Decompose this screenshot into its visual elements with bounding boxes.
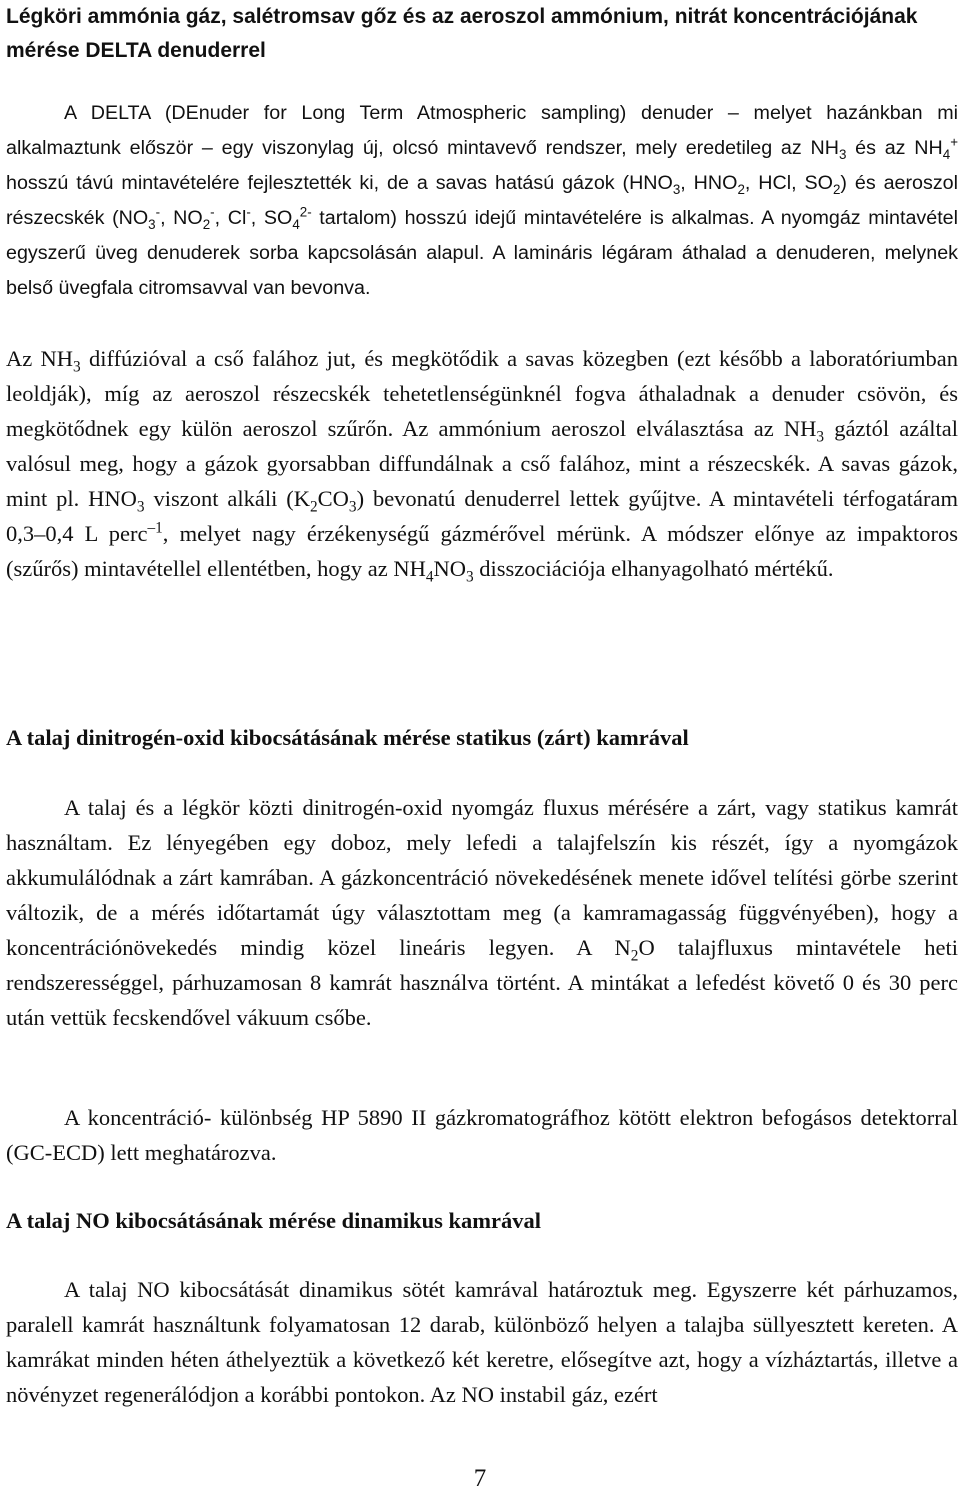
section-title-delta: Légköri ammónia gáz, salétromsav gőz és az aeroszol ammónium, nitrát koncentrációjának mérése DELTA denuderrel [6, 5, 918, 62]
section-heading-n2o: A talaj dinitrogén-oxid kibocsátásának mérése statikus (zárt) kamrával [6, 725, 689, 750]
paragraph-delta-intro: A DELTA (DEnuder for Long Term Atmospheric sampling) denuder – melyet hazánkban mi alkalmaztunk először – egy viszonylag új, olcsó mintavevő rendszer, mely eredetileg az $NH_3$ és az $NH_4^+$ hosszú távú mintavételére fejlesztették ki, de a savas hatású gázok ($HNO_3$, $HNO_2$, HCl, $SO_2$) és aeroszol részecskék ($NO_3^-$, $NO_2^-$, Cl-, $SO_4^{2-}$ tartalom) hosszú idejű mintavételére is alkalmas. A nyomgáz mintavétel egyszerű üveg denuderek sorba kapcsolásán alapul. A lamináris légáram áthalad a denuderen, melynek belső üvegfala citromsavval van bevonva. [6, 102, 958, 299]
paragraph-n2o-gc: A koncentráció- különbség HP 5890 II gázkromatográfhoz kötött elektron befogásos detektorral (GC-ECD) lett meghatározva. [6, 1105, 958, 1165]
page-number: 7 [473, 1465, 487, 1492]
paragraph-delta-method: Az $NH_3$ diffúzióval a cső falához jut, és megkötődik a savas közegben (ezt később a laboratóriumban leoldják), míg az aeroszol részecskék tehetetlenségünknél fogva áthaladnak a denuder csövön, és megkötődnek egy külön aeroszol szűrőn. Az ammónium aeroszol elválasztása az $NH_3$ gáztól azáltal valósul meg, hogy a gázok gyorsabban diffundálnak a cső falához, mint a részecskék. A savas gázok, mint pl. $HNO_3$ viszont alkáli $(K_2CO_3)$ bevonatú denuderrel lettek gyűjtve. A mintavételi térfogatáram 0,3–0,4 L perc$^{-1}$, melyet nagy érzékenységű gázmérővel mérünk. A módszer előnye az impaktoros (szűrős) mintavétellel ellentétben, hogy az $NH_4NO_3$ disszociációja elhanyagolható mértékű. [6, 346, 959, 586]
paragraph-no-chamber: A talaj NO kibocsátását dinamikus sötét kamrával határoztuk meg. Egyszerre két párhuzamos, paralell kamrát használtunk folyamatosan 12 darab, különböző helyen a talajba süllyesztett kereten. A kamrákat minden héten áthelyeztük a következő két keretre, elősegítve azt, hogy a vízháztartás, illetve a növényzet regenerálódjon a korábbi pontokon. Az NO instabil gáz, ezért [6, 1277, 958, 1407]
section-heading-no: A talaj NO kibocsátásának mérése dinamikus kamrával [6, 1208, 542, 1233]
paragraph-n2o-chamber: A talaj és a légkör közti dinitrogén-oxid nyomgáz fluxus mérésére a zárt, vagy statikus kamrát használtam. Ez lényegében egy doboz, mely lefedi a talajfelszín kis részét, így a nyomgázok akkumulálódnak a zárt kamrában. A gázkoncentráció növekedésének menete idővel telítési görbe szerint változik, de a mérés időtartamát úgy választottam meg (a kamramagasság függvényében), hogy a koncentrációnövekedés mindig közel lineáris legyen. A $N_2O$ talajfluxus mintavétele heti rendszerességgel, párhuzamosan 8 kamrát használva történt. A mintákat a lefedést követő 0 és 30 perc után vettük fecskendővel vákuum csőbe. [6, 795, 959, 1030]
